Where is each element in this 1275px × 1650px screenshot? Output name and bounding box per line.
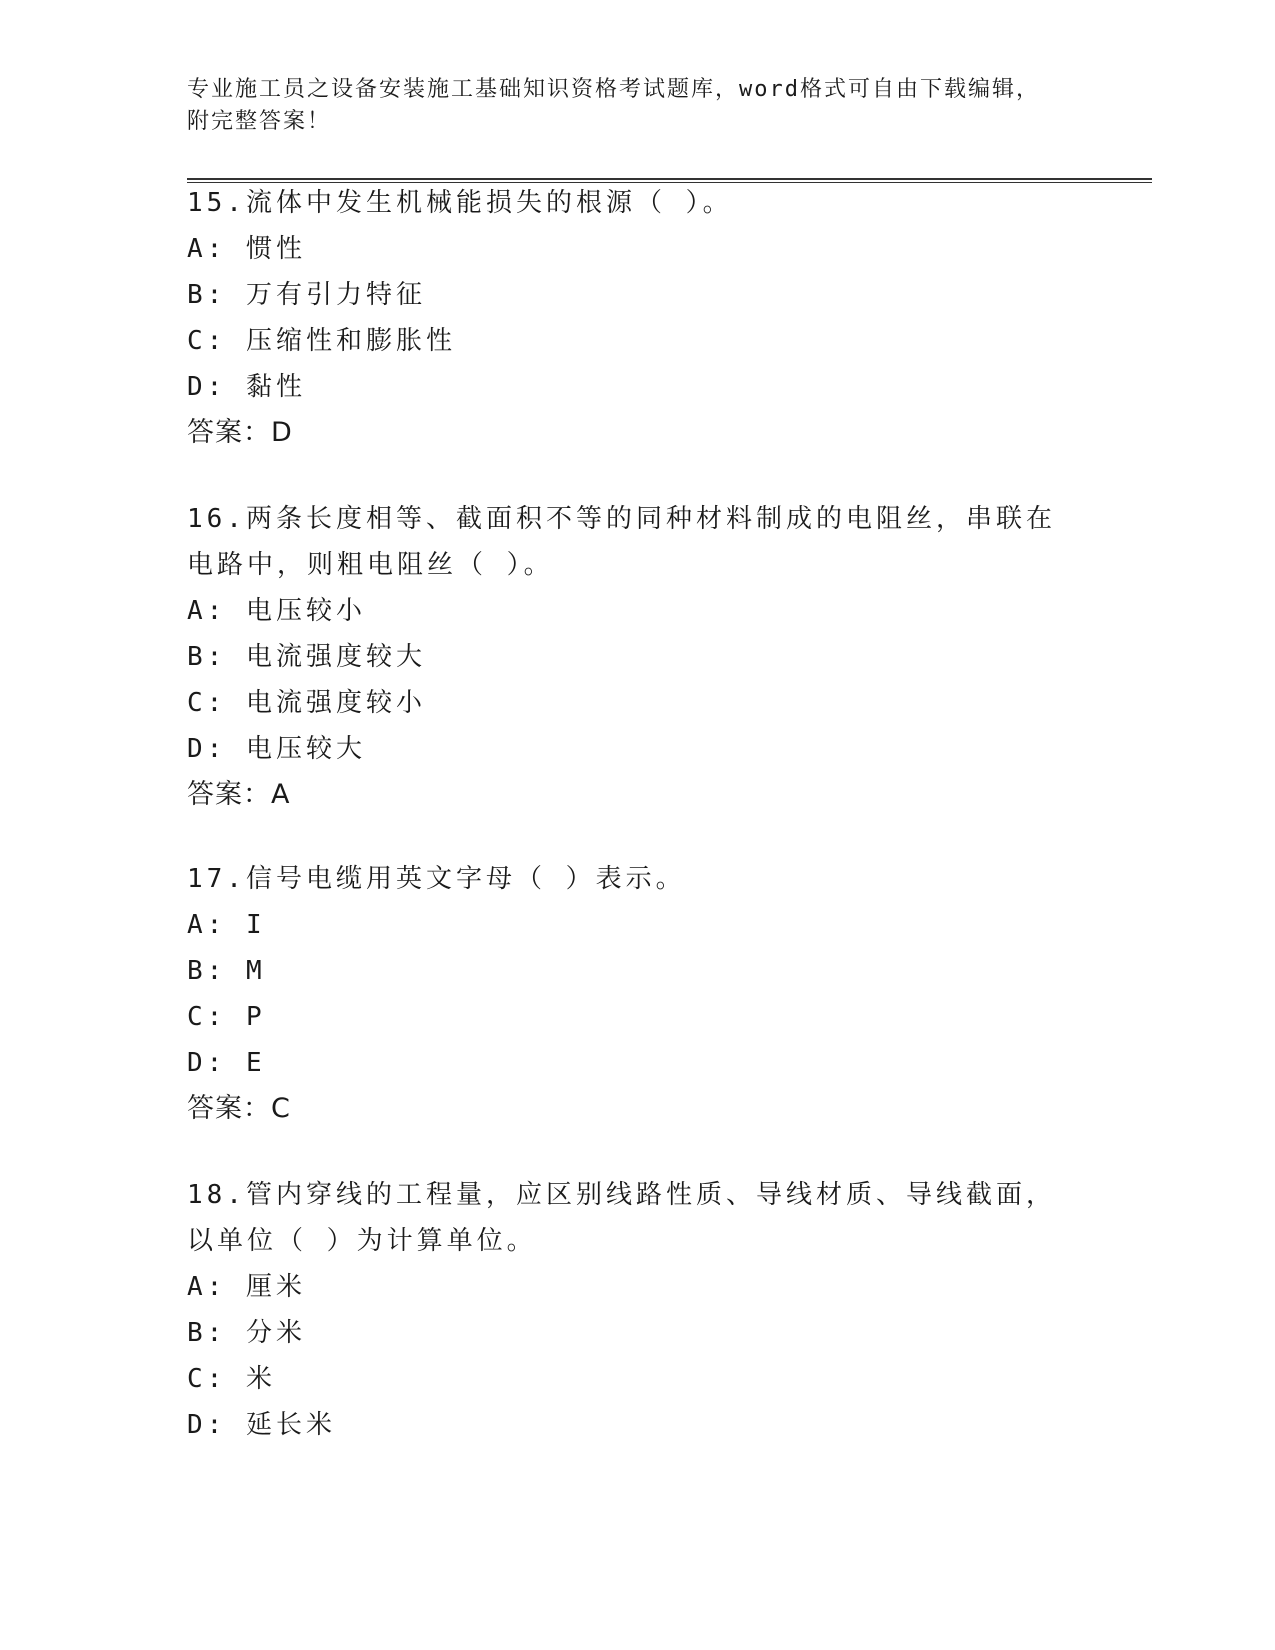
option-d: D: 电压较大 <box>187 734 366 764</box>
option-c: C: 米 <box>187 1364 276 1394</box>
question-15 <box>187 180 1067 456</box>
option-d: D: 延长米 <box>187 1410 336 1440</box>
option-a: A: 惯性 <box>187 234 306 264</box>
option-a: A: 电压较小 <box>187 596 366 626</box>
option-b: B: 电流强度较大 <box>187 642 426 672</box>
option-b: B: M <box>187 956 266 986</box>
option-b: B: 分米 <box>187 1318 306 1348</box>
answer: 答案：A <box>187 779 291 810</box>
question-stem: 17.信号电缆用英文字母（ ）表示。 <box>187 864 686 894</box>
document-header <box>187 74 1087 138</box>
option-c: C: 电流强度较小 <box>187 688 426 718</box>
question-18 <box>187 1172 1067 1448</box>
option-b: B: 万有引力特征 <box>187 280 426 310</box>
question-stem: 16.两条长度相等、截面积不等的同种材料制成的电阻丝，串联在电路中，则粗电阻丝（ ）。 <box>187 504 1056 580</box>
option-c: C: 压缩性和膨胀性 <box>187 326 456 356</box>
option-d: D: E <box>187 1048 266 1078</box>
option-c: C: P <box>187 1002 266 1032</box>
question-stem: 18.管内穿线的工程量，应区别线路性质、导线材质、导线截面，以单位（ ）为计算单位。 <box>187 1180 1056 1256</box>
answer: 答案：D <box>187 417 293 448</box>
question-17 <box>187 856 1067 1132</box>
header-line-1: 专业施工员之设备安装施工基础知识资格考试题库，word格式可自由下载编辑， <box>187 77 1040 102</box>
header-line-2: 附完整答案！ <box>187 109 332 134</box>
question-16 <box>187 496 1067 818</box>
option-d: D: 黏性 <box>187 372 306 402</box>
option-a: A: 厘米 <box>187 1272 306 1302</box>
option-a: A: I <box>187 910 266 940</box>
question-stem: 15.流体中发生机械能损失的根源（ ）。 <box>187 188 733 218</box>
answer: 答案：C <box>187 1093 291 1124</box>
